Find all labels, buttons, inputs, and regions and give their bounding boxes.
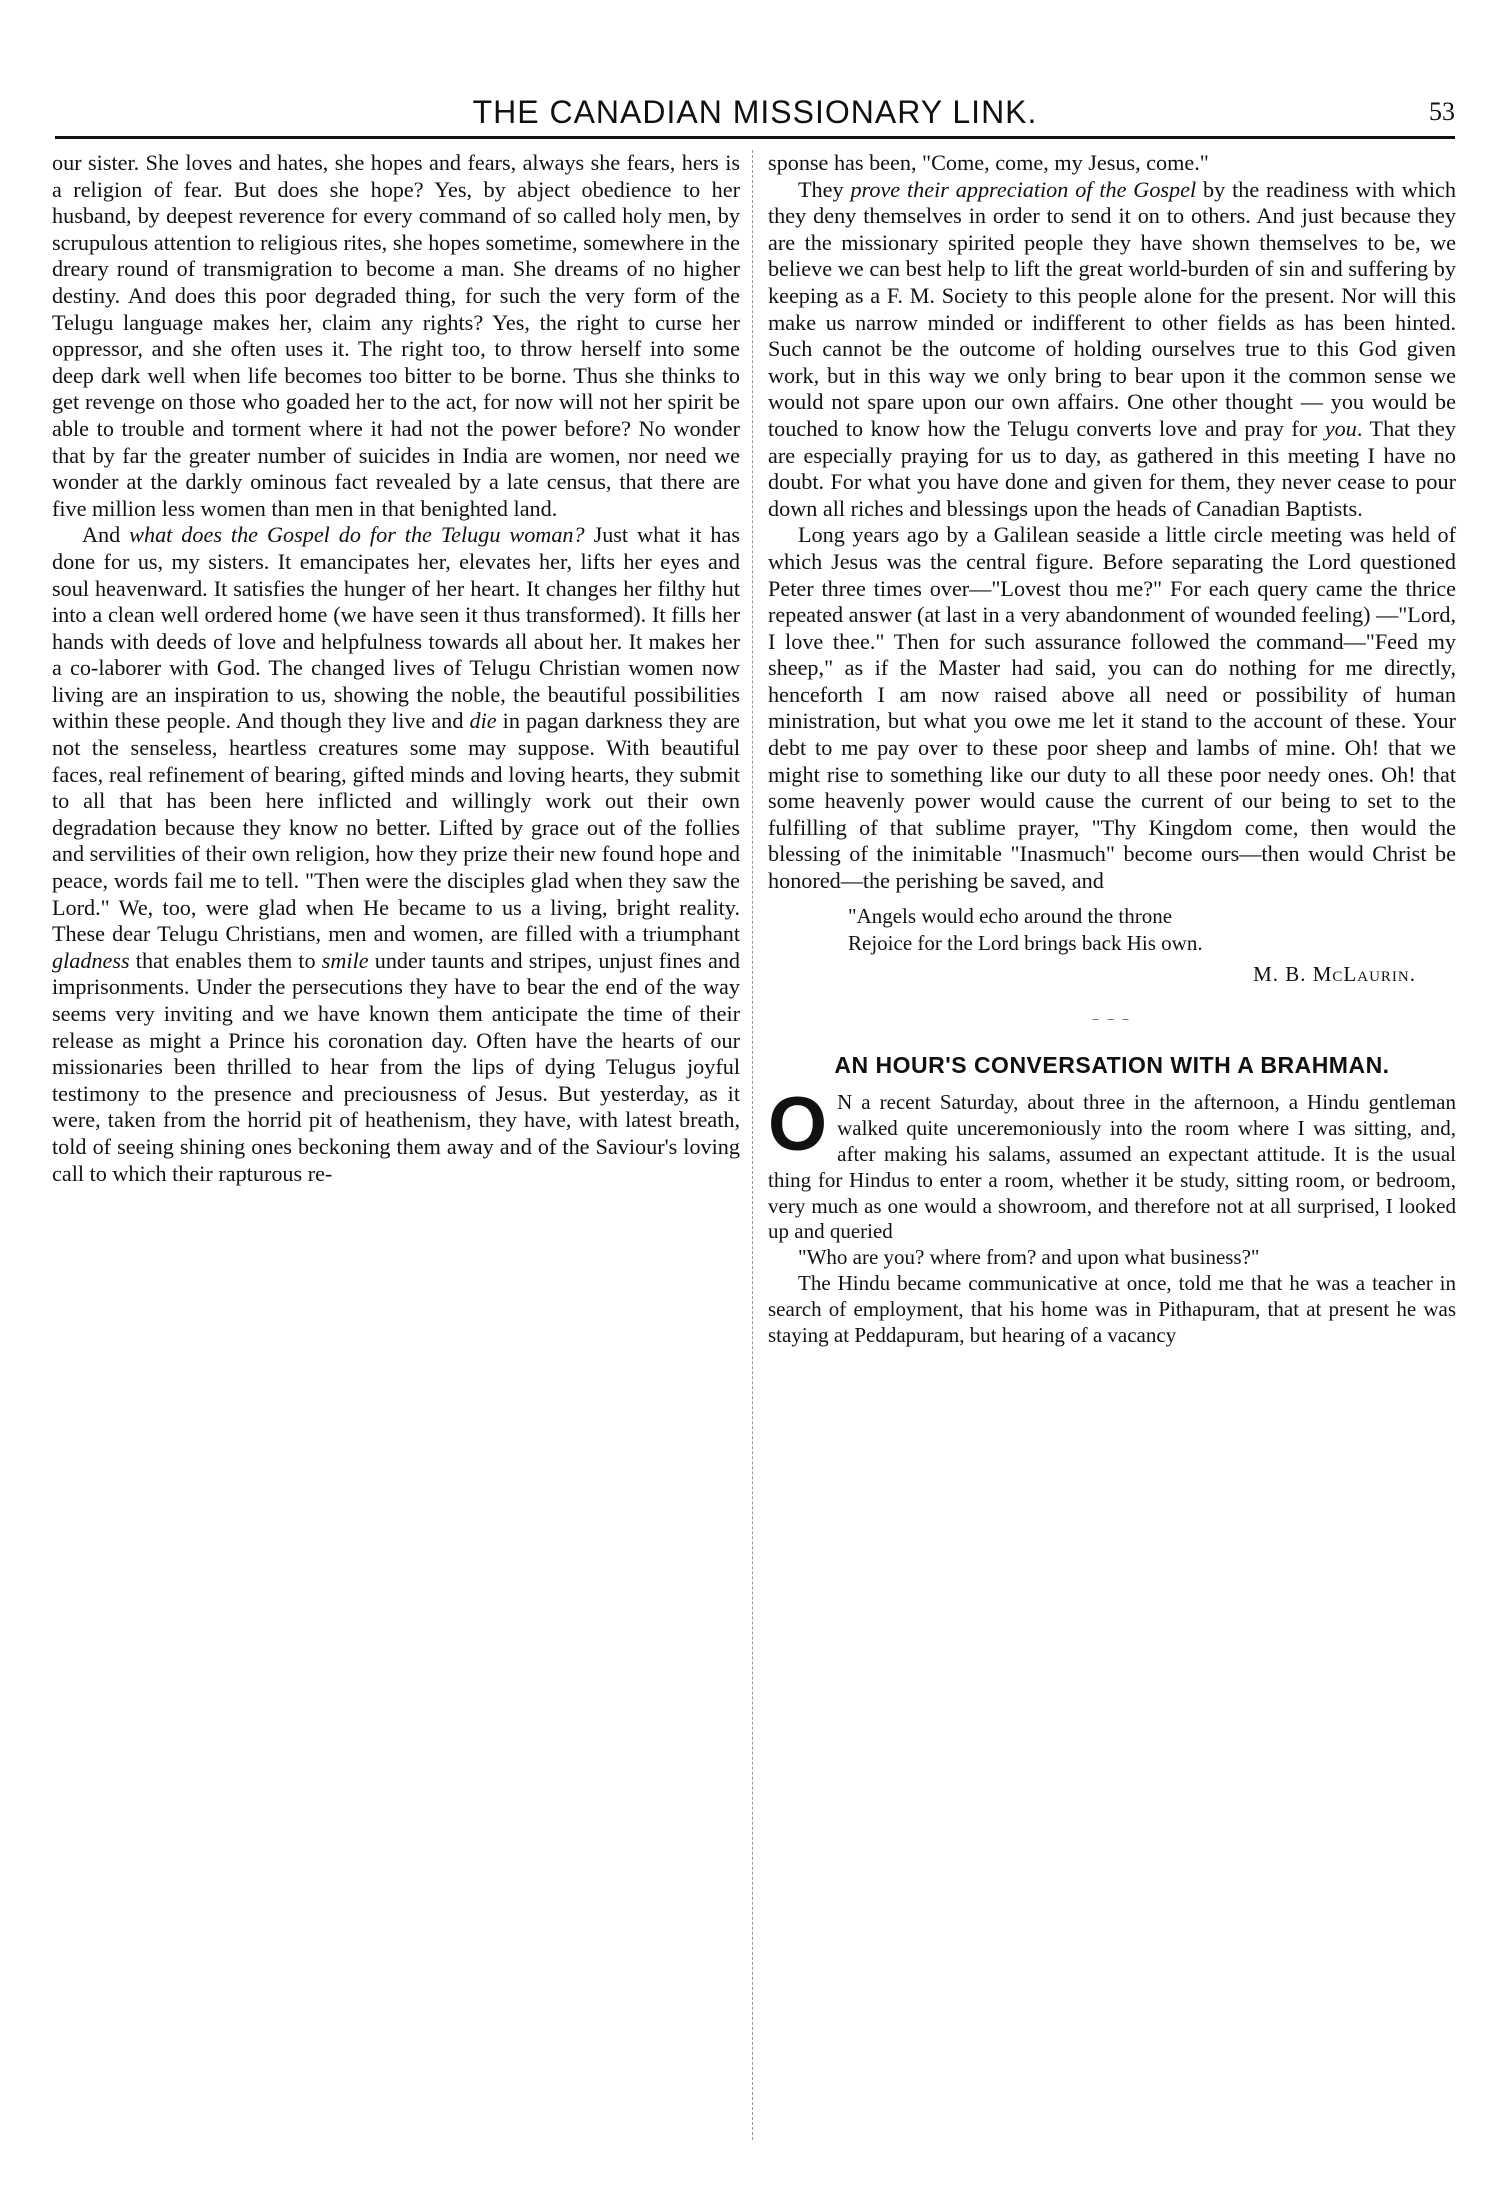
poem xyxy=(848,903,1456,957)
paragraph-text: They xyxy=(798,176,851,202)
publication-title: THE CANADIAN MISSIONARY LINK. xyxy=(472,94,1038,130)
paragraph-text: our sister. She loves and hates, she hopes and fears, always she fears, hers is a religion of fear. But does she hope? Yes, by abject obedience to her husband, by deepest reverence for every command of so called holy men, by scrupulous attention to religious rites, she hopes sometime, somewhere in the dreary round of transmigration to become a man. She dreams of no higher destiny. And does this poor degraded thing, for such the very form of the Telugu language makes her, claim any rights? Yes, the right to curse her oppressor, and she often uses it. The right too, to throw herself into some deep dark well when life becomes too bitter to be borne. Thus she thinks to get revenge on those who goaded her to the act, for now will not her spirit be able to trouble and torment where it had not the power before? No wonder that by far the greater number of suicides in India are women, nor need we wonder at the darkly ominous fact revealed by a late census, that there are five million less women than men in that benighted land. xyxy=(52,150,740,521)
article-heading: AN HOUR'S CONVERSATION WITH A BRAHMAN. xyxy=(834,1051,1390,1078)
paragraph xyxy=(768,1082,1456,1245)
paragraph xyxy=(52,150,740,522)
paragraph-text: under taunts and stripes, unjust fines and imprisonments. Under the persecutions they have to bear the end of the way seems very inviting and we have known them anticipate the time of their release as might a Prince his coronation day. Often have the hearts of our missionaries been thrilled to hear from the lips of dying Telugus joyful testimony to the presence and preciousness of Jesus. But yesterday, as it were, taken from the horrid pit of heathenism, they have, with latest breath, told of seeing shining ones beckoning them away and of the Saviour's loving call to which their rapturous re- xyxy=(52,947,740,1186)
right-column xyxy=(768,150,1456,1348)
paragraph xyxy=(768,150,1456,177)
section-separator: – – – xyxy=(1092,1011,1132,1026)
paragraph xyxy=(52,522,740,1187)
left-column xyxy=(52,150,740,1187)
italic-text: you xyxy=(1324,415,1357,441)
paragraph: The Hindu became communicative at once, told me that he was a teacher in search of employment, that his home was in Pithapuram, that at present he was staying at Peddapuram, but hearing of a vacancy xyxy=(768,1270,1456,1347)
header-rule xyxy=(55,136,1455,139)
italic-text: gladness xyxy=(52,947,130,973)
poem-line: Rejoice for the Lord brings back His own. xyxy=(848,930,1203,955)
italic-text: die xyxy=(469,708,497,734)
page-header xyxy=(55,92,1455,132)
paragraph-text: Just what it has done for us, my sisters. It emancipates her, elevates her, lifts her eyes and soul heavenward. It satisfies the hunger of her heart. It changes her filthy hut into a clean well ordered home (we have seen it thus transformed). It fills her hands with deeds of love and helpfulness towards all about her. It makes her a co-laborer with God. The changed lives of Telugu Christian women now living are an inspiration to us, showing the noble, the beautiful possibilities within these people. And though they live and xyxy=(52,522,741,734)
paragraph: Long years ago by a Galilean seaside a little circle meeting was held of which Jesus was the central figure. Before separating the Lord questioned Peter three times over—"Lovest thou me?" For each query came the thrice repeated answer (at last in a very abandonment of wounded feeling) —"Lord, I love thee." Then for such assurance followed the command—"Feed my sheep," as if the Master had said, you can do nothing for me directly, henceforth I am now raised above all need or possibility of human ministration, but what you owe me let it stand to the account of these. Your debt to me pay over to these poor sheep and lambs of mine. Oh! that we might rise to something like our duty to all these poor needy ones. Oh! that some heavenly power would cause the current of our being to set to the fulfilling of that sublime prayer, "Thy Kingdom come, then would the blessing of the inimitable "Inasmuch" become ours—then would Christ be honored—the perishing be saved, and xyxy=(768,522,1456,894)
paragraph-text: . That they are especially praying for us to day, as gathered in this meeting I have no doubt. For what you have done and given for them, they never cease to pour down all riches and blessings upon the heads of Canadian Baptists. xyxy=(768,415,1456,521)
poem-line: "Angels would echo around the throne xyxy=(848,903,1173,928)
paragraph xyxy=(768,177,1456,523)
author-signature: M. B. McLaurin. xyxy=(1253,961,1416,986)
paragraph-text: in pagan darkness they are not the senseless, heartless creatures some may suppose. With beautiful faces, real refinement of bearing, gifted minds and loving hearts, they submit to all that has been here inflicted and willingly work out their own degradation because they know no better. Lifted by grace out of the follies and servilities of their own religion, how they prize their new found hope and peace, words fail me to tell. "Then were the disciples glad when they saw the Lord." We, too, were glad when He became to us a living, bright reality. These dear Telugu Christians, men and women, are filled with a triumphant xyxy=(52,708,741,947)
paragraph-text: N a recent Saturday, about three in the afternoon, a Hindu gentleman walked quite unceremoniously into the room where I was sitting, and, after making his salams, assumed an expectant attitude. It is the usual thing for Hindus to enter a room, whether it be study, sitting room, or bedroom, very much as one would a showroom, and therefore not at all surprised, I looked up and queried xyxy=(768,1090,1456,1244)
italic-text: smile xyxy=(321,947,369,973)
page-number: 53 xyxy=(1429,97,1455,126)
paragraph-text: by the readiness with which they deny themselves in order to send it on to others. And just because they are the missionary spirited people they have shown themselves to be, we believe we can best help to lift the great world-burden of sin and suffering by keeping as a F. M. Society to this people alone for the present. Nor will this make us narrow minded or indifferent to other fields as has been hinted. Such cannot be the outcome of holding ourselves true to this God given work, but in this way we only bring to bear upon it the common sense we would not spare upon our own affairs. One other thought — you would be touched to know how the Telugu converts love and pray for xyxy=(768,176,1456,441)
paragraph-text: And xyxy=(82,522,130,548)
paragraph: "Who are you? where from? and upon what business?" xyxy=(798,1245,1260,1270)
italic-text: prove their appreciation of the Gospel xyxy=(850,176,1197,202)
drop-cap: O xyxy=(768,1082,828,1168)
column-divider xyxy=(752,150,754,2140)
paragraph-text: that enables them to xyxy=(129,947,322,973)
paragraph-text: sponse has been, "Come, come, my Jesus, come." xyxy=(768,150,1209,175)
italic-text: what does the Gospel do for the Telugu woman? xyxy=(129,522,585,548)
